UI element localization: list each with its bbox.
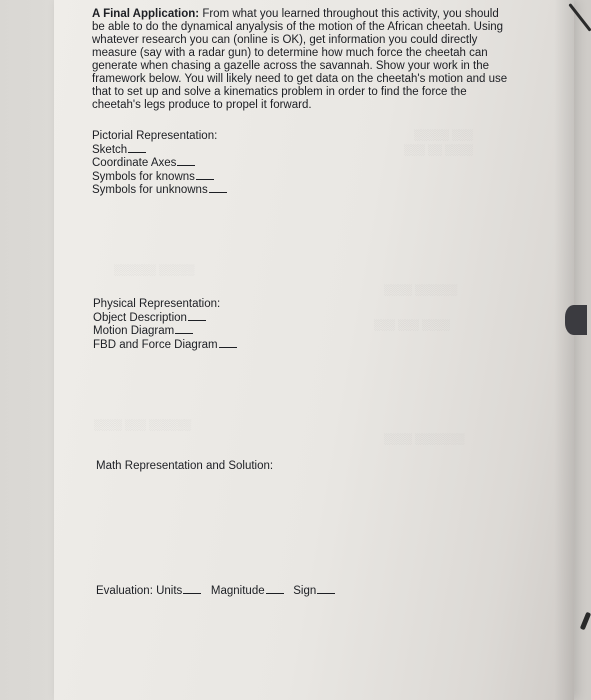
answer-blank[interactable] xyxy=(188,311,206,321)
answer-blank[interactable] xyxy=(209,183,227,193)
evaluation-units: Units xyxy=(156,585,183,597)
checklist-item: Symbols for knowns xyxy=(92,170,227,184)
bleed-through-text: ░░░░ ░░ ░░░ xyxy=(404,145,474,156)
intro-lead: A Final Application: xyxy=(92,8,200,20)
pictorial-heading: Pictorial Representation: xyxy=(92,130,218,142)
bleed-through-text: ░░░░░░ ░░░ ░░░░ xyxy=(94,420,192,431)
physical-heading: Physical Representation: xyxy=(93,298,221,310)
pictorial-section xyxy=(92,130,227,197)
answer-blank[interactable] xyxy=(266,584,284,594)
answer-blank[interactable] xyxy=(183,584,201,594)
bleed-through-text: ░░░░ ░░░ ░░░ xyxy=(374,320,451,331)
bleed-through-text: ░░░░░ ░░░░░░ xyxy=(114,265,195,276)
checklist-item: Motion Diagram xyxy=(93,324,237,338)
checklist-item: Symbols for unknowns xyxy=(92,183,227,197)
answer-blank[interactable] xyxy=(177,156,195,166)
bleed-through-text: ░░░░░░░ ░░░░ xyxy=(384,434,465,445)
bleed-through-text: ░░░░░░ ░░░░ xyxy=(384,285,458,296)
checklist-item: Object Description xyxy=(93,311,237,325)
answer-blank[interactable] xyxy=(317,584,335,594)
physical-section xyxy=(93,298,237,351)
bleed-through-text: ░░░ ░░░░░ xyxy=(414,130,474,141)
evaluation-label: Evaluation: xyxy=(96,585,153,597)
binder-hole-shadow xyxy=(565,305,587,335)
checklist-item: Sketch xyxy=(92,143,227,157)
pen-mark xyxy=(580,612,591,631)
math-heading: Math Representation and Solution: xyxy=(96,460,274,472)
evaluation-section xyxy=(96,584,335,598)
answer-blank[interactable] xyxy=(175,324,193,334)
math-section xyxy=(96,460,273,473)
evaluation-sign: Sign xyxy=(293,585,317,597)
intro-paragraph xyxy=(92,8,512,112)
answer-blank[interactable] xyxy=(128,143,146,153)
checklist-item: Coordinate Axes xyxy=(92,156,227,170)
page-edge-shadow xyxy=(554,0,574,700)
answer-blank[interactable] xyxy=(196,170,214,180)
checklist-item: FBD and Force Diagram xyxy=(93,338,237,352)
evaluation-magnitude: Magnitude xyxy=(210,585,265,597)
intro-body: From what you learned throughout this activity, you should be able to do the dynamical anyalysis of the motion of the African cheetah. Using whatever research you can (online is OK), get information you could directly measure (say with a radar gun) to determine how much force the cheetah can generate when chasing a gazelle across the savannah. Show your work in the framework below. You will likely need to get data on the cheetah's motion and use that to set up and solve a kinematics problem in order to find the force the cheetah's legs produce to propel it forward. xyxy=(92,8,508,111)
answer-blank[interactable] xyxy=(219,338,237,348)
